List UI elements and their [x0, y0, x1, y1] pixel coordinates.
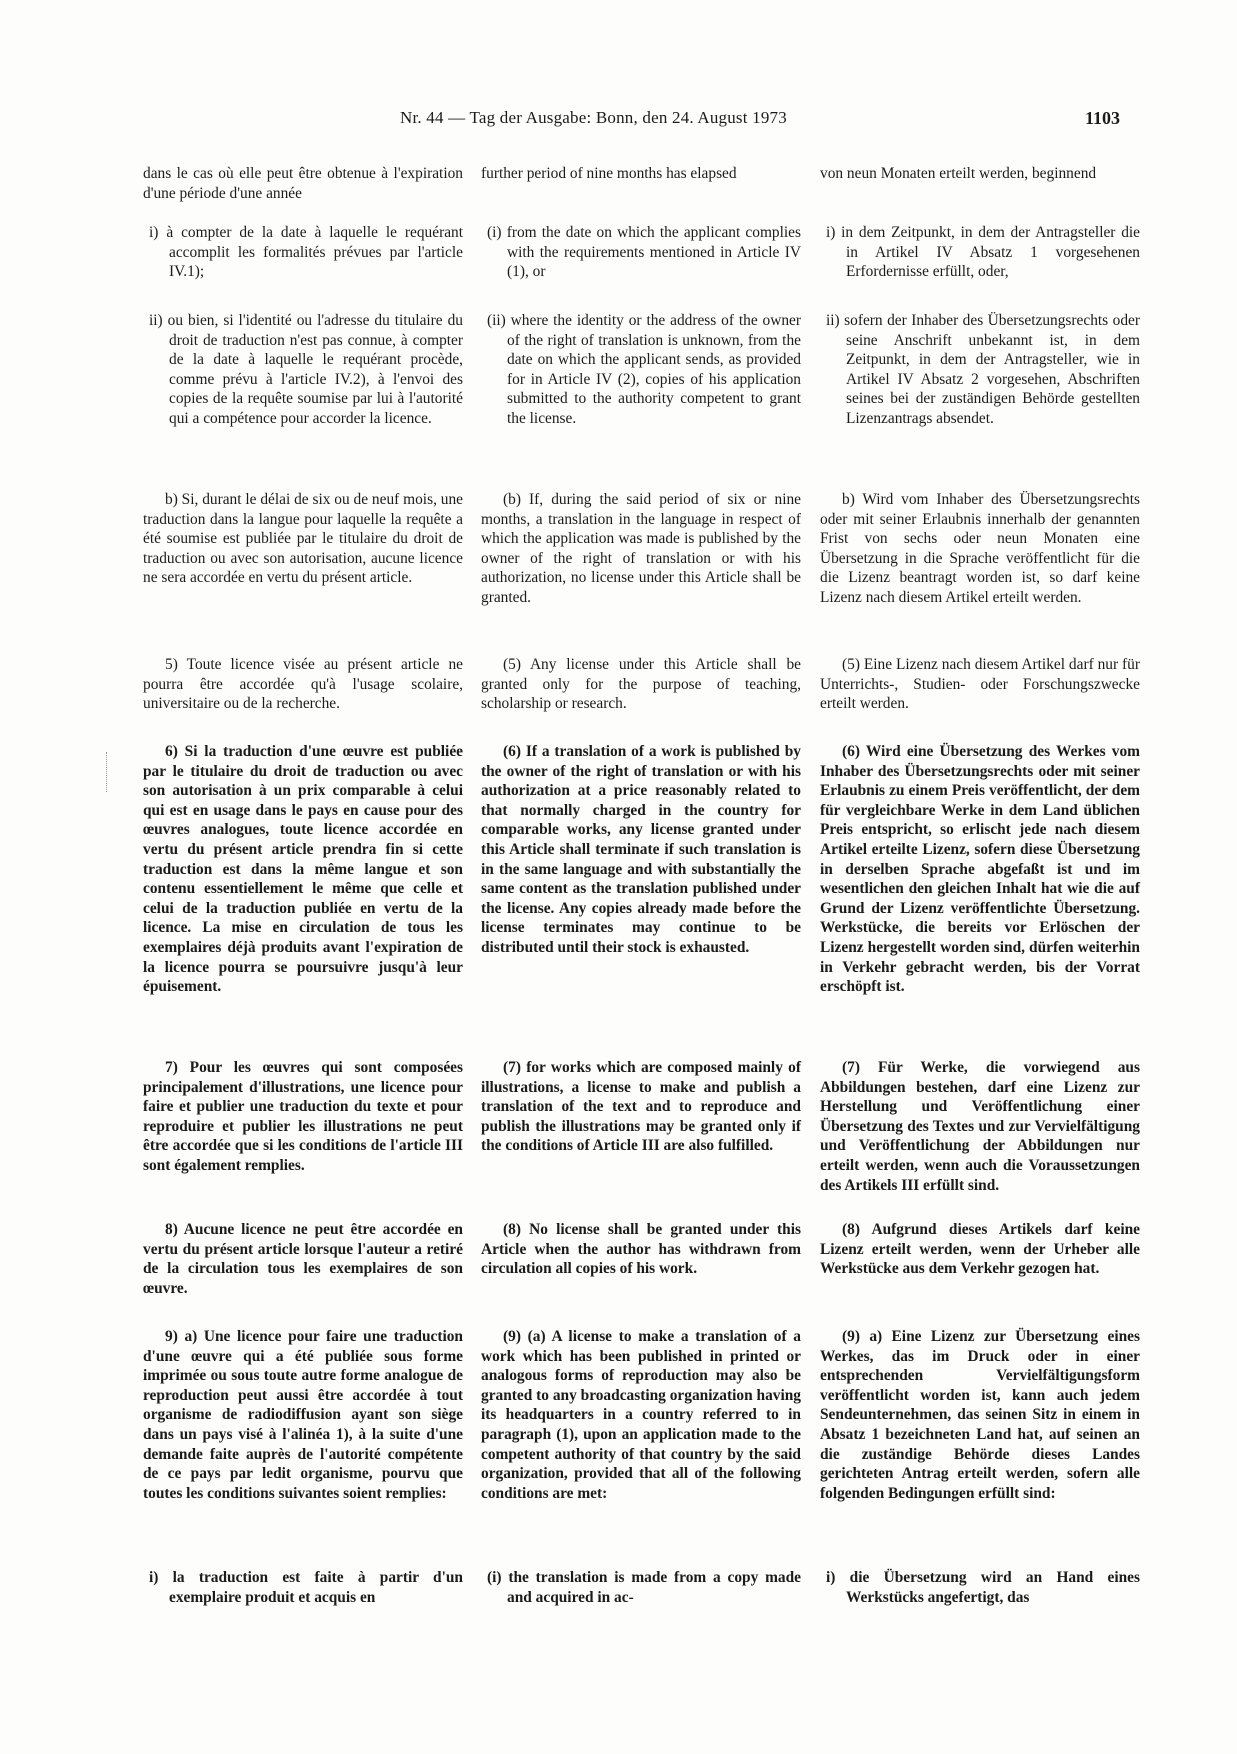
paragraph: (b) If, during the said period of six or nine months, a translation in the language in respect of which the application was made is published by the owner of the right of translation or with his authorization, no license under this Article shall be granted. — [481, 491, 801, 606]
paragraph: i) in dem Zeitpunkt, in dem der Antragsteller die in Artikel IV Absatz 1 vorgesehenen Erfordernisse erfüllt, oder, — [826, 224, 1140, 281]
paragraph: (7) for works which are composed mainly of illustrations, a license to make and publish a translation of the text and to reproduce and publish the illustrations may be granted only if the conditions of Article III are also fulfilled. — [481, 1059, 801, 1155]
paragraph: (8) Aufgrund dieses Artikels darf keine Lizenz erteilt werden, wenn der Urheber alle Werkstücke aus dem Verkehr gezogen hat. — [820, 1221, 1140, 1278]
paragraph: 7) Pour les œuvres qui sont composées principalement d'illustrations, une licence pour faire et publier une traduction du texte et pour reproduire et publier les illustrations ne peut être accordée que si les conditions de l'article III sont également remplies. — [143, 1059, 463, 1174]
paragraph: (i) from the date on which the applicant complies with the requirements mentioned in Article IV (1), or — [487, 224, 801, 281]
paragraph: von neun Monaten erteilt werden, beginnend — [820, 165, 1097, 182]
paragraph: (6) If a translation of a work is published by the owner of the right of translation or with his authorization at a price reasonably related to that normally charged in the country for comparable works, any license granted under this Article shall terminate if such translation is in the same language and with substantially the same content as the translation published under the license. Any copies already made before the license terminates may continue to be distributed until their stock is exhausted. — [481, 743, 801, 956]
page-header — [400, 108, 1120, 132]
paragraph: i) à compter de la date à laquelle le requérant accomplit les formalités prévues par l'article IV.1); — [149, 224, 463, 281]
paragraph: further period of nine months has elapsed — [481, 165, 737, 182]
paragraph: i) la traduction est faite à partir d'un exemplaire produit et acquis en — [149, 1569, 463, 1606]
paragraph: (9) a) Eine Lizenz zur Übersetzung eines Werkes, das im Druck oder in einer entsprechenden Vervielfältigungsform veröffentlicht worden ist, kann auch jedem Sendeunternehmen, das seinen Sitz in einem in Absatz 1 bezeichneten Land hat, auf seinen an die zuständige Behörde dieses Landes gerichteten Antrag erteilt werden, sofern alle folgenden Bedingungen erfüllt sind: — [820, 1328, 1140, 1502]
paragraph: 8) Aucune licence ne peut être accordée en vertu du présent article lorsque l'auteur a retiré de la circulation tous les exemplaires de son œuvre. — [143, 1221, 463, 1297]
page-number: 1103 — [1084, 108, 1120, 128]
paragraph: dans le cas où elle peut être obtenue à l'expiration d'une période d'une année — [143, 165, 463, 202]
paragraph: (ii) where the identity or the address of the owner of the right of translation is unknown, from the date on which the applicant sends, as provided for in Article IV (2), copies of his application submitted to the authority competent to grant the license. — [487, 312, 801, 427]
paragraph: (7) Für Werke, die vorwiegend aus Abbildungen bestehen, darf eine Lizenz zur Herstellung und Veröffentlichung einer Übersetzung des Textes und zur Vervielfältigung und Veröffentlichung der Abbildungen nur erteilt werden, wenn auch die Voraussetzungen des Artikels III erfüllt sind. — [820, 1059, 1140, 1194]
paragraph: 9) a) Une licence pour faire une traduction d'une œuvre qui a été publiée sous forme imprimée ou sous toute autre forme analogue de reproduction peut aussi être accordée à tout organisme de radiodiffusion ayant son siège dans un pays visé à l'alinéa 1), à la suite d'une demande faite auprès de l'autorité compétente de ce pays par ledit organisme, pourvu que toutes les conditions suivantes soient remplies: — [143, 1328, 463, 1502]
paragraph: 5) Toute licence visée au présent article ne pourra être accordée qu'à l'usage scolaire, universitaire ou de la recherche. — [143, 656, 463, 713]
paragraph: (8) No license shall be granted under this Article when the author has withdrawn from circulation all copies of his work. — [481, 1221, 801, 1278]
paragraph: (i) the translation is made from a copy made and acquired in ac- — [487, 1569, 801, 1606]
paragraph: ii) sofern der Inhaber des Übersetzungsrechts oder seine Anschrift unbekannt ist, in dem Zeitpunkt, in dem der Antragsteller, wie in Artikel IV Absatz 2 vorgesehen, Abschriften seines bei der zuständigen Behörde gestellten Lizenzantrags absendet. — [826, 312, 1140, 427]
margin-marks — [106, 752, 109, 792]
paragraph: i) die Übersetzung wird an Hand eines Werkstücks angefertigt, das — [826, 1569, 1140, 1606]
paragraph: (9) (a) A license to make a translation of a work which has been published in printed or analogous forms of reproduction may also be granted to any broadcasting organization having its headquarters in a country referred to in paragraph (1), upon an application made to the competent authority of that country by the said organization, provided that all of the following conditions are met: — [481, 1328, 801, 1502]
running-title: Nr. 44 — Tag der Ausgabe: Bonn, den 24. August 1973 — [400, 108, 787, 127]
paragraph: 6) Si la traduction d'une œuvre est publiée par le titulaire du droit de traduction ou avec son autorisation à un prix comparable à celui qui est en usage dans le pays en cause pour des œuvres analogues, toute licence accordée en vertu du présent article prendra fin si cette traduction est dans la même langue et son contenu essentiellement le même que celle et celui de la traduction publiée en vertu de la licence. La mise en circulation de tous les exemplaires déjà produits avant l'expiration de la licence pourra se poursuivre jusqu'à leur épuisement. — [143, 743, 463, 996]
paragraph: b) Wird vom Inhaber des Übersetzungsrechts oder mit seiner Erlaubnis innerhalb der genannten Frist von sechs oder neun Monaten eine Übersetzung in die Sprache veröffentlicht für die die Lizenz beantragt worden ist, so darf keine Lizenz nach diesem Artikel erteilt werden. — [820, 491, 1140, 606]
paragraph: (5) Eine Lizenz nach diesem Artikel darf nur für Unterrichts-, Studien- oder Forschungszwecke erteilt werden. — [820, 656, 1140, 713]
paragraph: ii) ou bien, si l'identité ou l'adresse du titulaire du droit de traduction n'est pas connue, à compter de la date à laquelle le requérant procède, comme prévu à l'article IV.2), à l'envoi des copies de la requête soumise par lui à l'autorité qui a compétence pour accorder la licence. — [149, 312, 463, 427]
paragraph: b) Si, durant le délai de six ou de neuf mois, une traduction dans la langue pour laquelle la requête a été soumise est publiée par le titulaire du droit de traduction ou avec son autorisation, aucune licence ne sera accordée en vertu du présent article. — [143, 491, 463, 587]
paragraph: (5) Any license under this Article shall be granted only for the purpose of teaching, scholarship or research. — [481, 656, 801, 713]
paragraph: (6) Wird eine Übersetzung des Werkes vom Inhaber des Übersetzungsrechts oder mit seiner Erlaubnis zu einem Preis veröffentlicht, der dem für vergleichbare Werke in dem Land üblichen Preis entspricht, so erlischt jede nach diesem Artikel erteilte Lizenz, sofern diese Übersetzung in derselben Sprache abgefaßt ist und im wesentlichen den gleichen Inhalt hat wie die auf Grund der Lizenz veröffentlichte Übersetzung. Werkstücke, die bereits vor Erlöschen der Lizenz hergestellt worden sind, dürfen weiterhin in Verkehr gebracht werden, bis der Vorrat erschöpft ist. — [820, 743, 1140, 996]
